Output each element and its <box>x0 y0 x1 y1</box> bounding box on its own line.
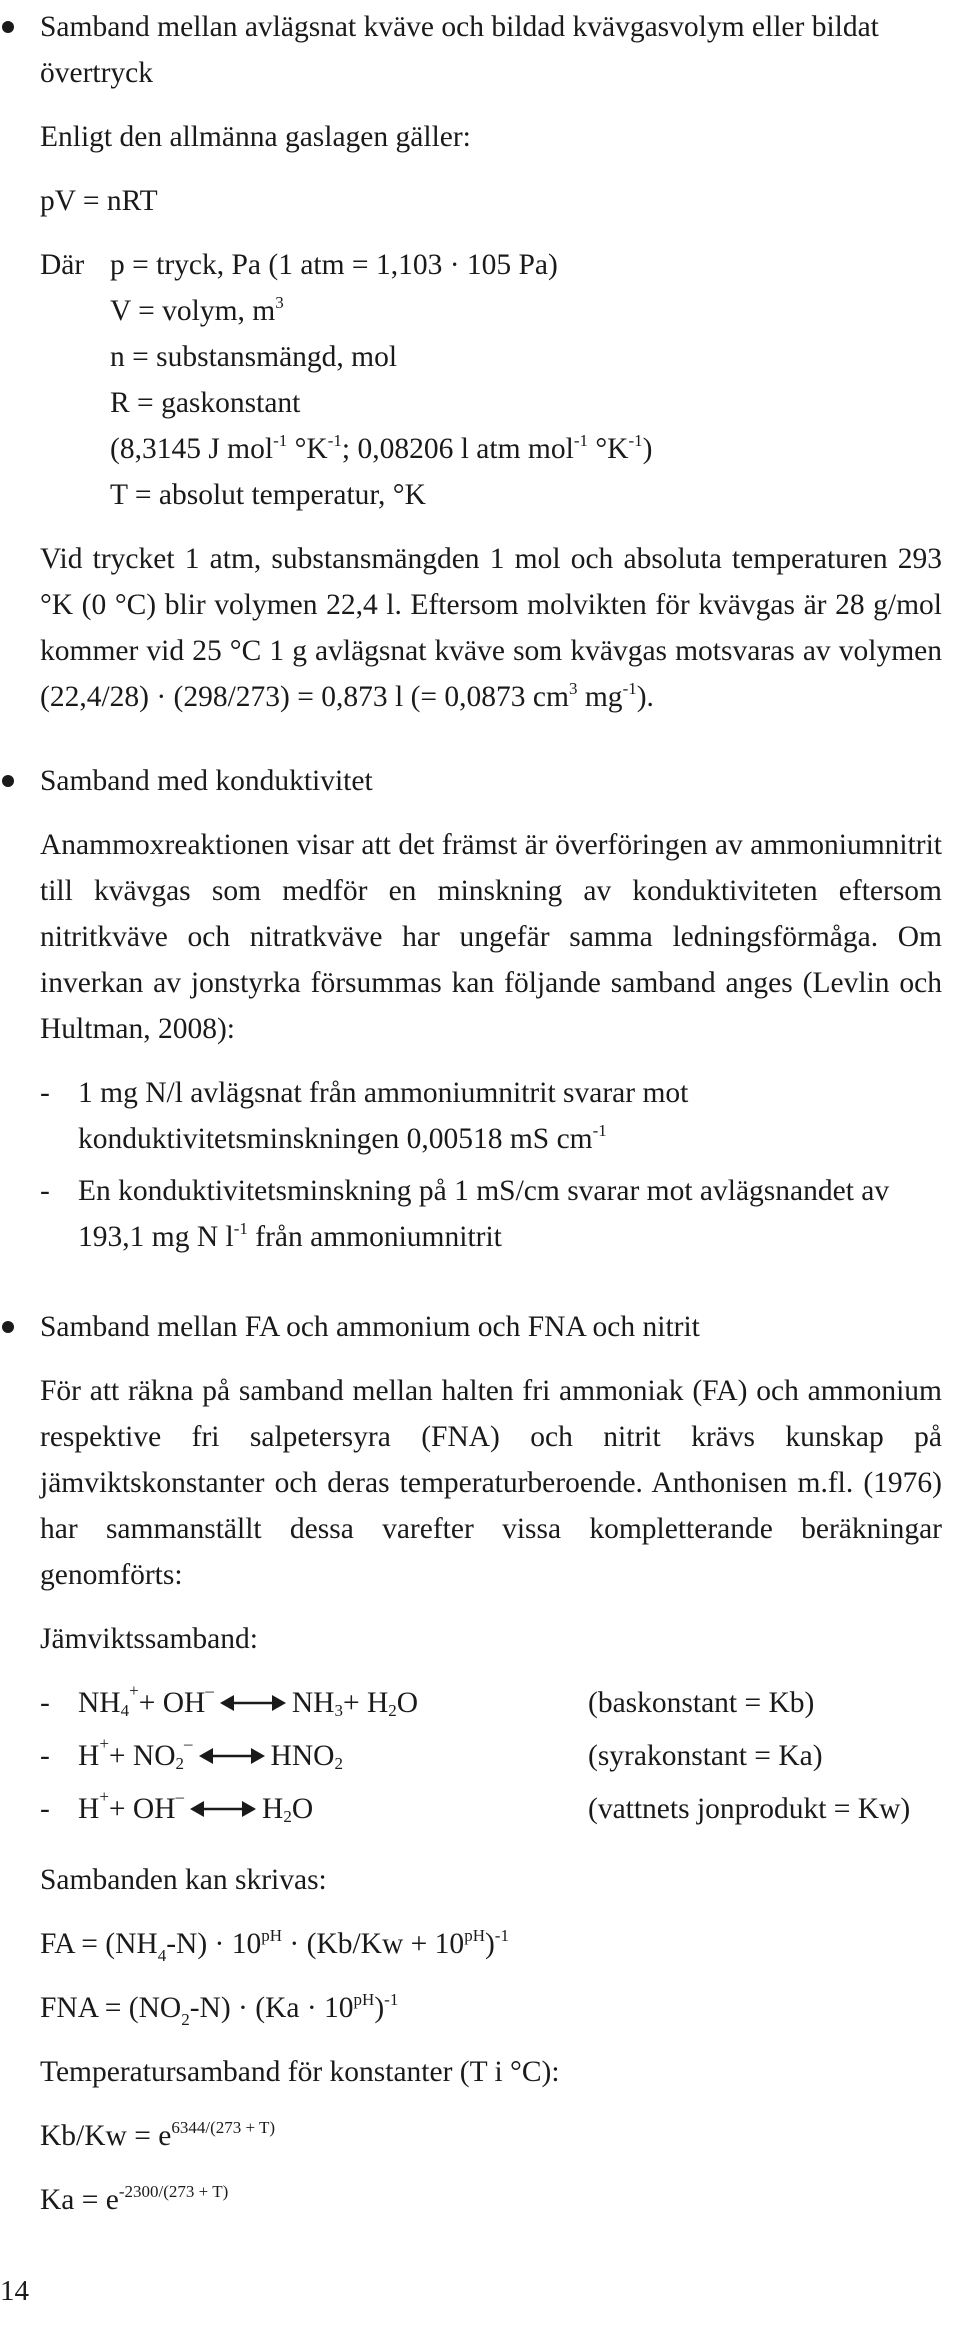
gas-volume-paragraph: Vid trycket 1 atm, substansmängden 1 mol och absoluta temperaturen 293 °K (0 °C) blir volymen 22,4 l. Eftersom molvikten för kvävgas är 28 g/mol kommer vid 25 °C 1 g avlägsnat kväve som kvävgas motsvaras av volymen (22,4/28) · (298/273) = 0,873 l (= 0,0873 $cm^3$ $mg^{-1}$). <box>40 543 942 713</box>
fa-fna-paragraph: För att räkna på samband mellan halten fri ammoniak (FA) och ammonium respektive fri salpetersyra (FNA) och nitrit krävs kunskap på jämviktskonstanter och deras temperaturberoende. Anthonisen m.fl. (1976) har sammanställt dessa varefter vissa kompletterande beräkningar genomförts: <box>40 1375 942 1591</box>
gas-law-formula: pV = nRT <box>40 185 158 217</box>
conductivity-paragraph: Anammoxreaktionen visar att det främst är överföringen av ammoniumnitrit till kvävgas som medför en minskning av konduktiviteten eftersom nitritkväve och nitratkväve har ungefär samma ledningsförmåga. Om inverkan av jonstyrka försummas kan följande samband anges (Levlin och Hultman, 2008): <box>40 829 942 1045</box>
equilibrium-eq-2: - H + + NO $_2$ – HNO $_2$ (syrakonstant = Ka) <box>40 1734 823 1773</box>
gas-law-definitions <box>40 242 942 518</box>
equilibrium-eq-1: - NH $_4$ + + OH – NH $_3$ + H $_2$ O (baskonstant = Kb) <box>40 1681 815 1720</box>
section-heading-gas-volume: Samband mellan avlägsnat kväve och bildad kvävgasvolym eller bildat övertryck <box>40 4 942 96</box>
ka-formula: $Ka = e^{-2300/(273 + T)}$ <box>40 2182 229 2216</box>
def-substance: n = substansmängd, mol <box>110 341 398 373</box>
temperature-title: Temperatursamband för konstanter (T i °C): <box>40 2056 560 2088</box>
gas-law-intro: Enligt den allmänna gaslagen gäller: <box>40 121 471 153</box>
def-gas-constant: R = gaskonstant <box>110 387 301 419</box>
def-pressure: p = tryck, Pa (1 atm = 1,103 · 105 Pa) <box>110 249 558 281</box>
equilibrium-arrow-icon <box>199 1746 265 1766</box>
equilibrium-title: Jämviktssamband: <box>40 1623 258 1655</box>
conductivity-item-1: - 1 mg N/l avlägsnat från ammoniumnitrit svarar mot konduktivitetsminskningen 0,00518 mS $cm^{-1}$ <box>40 1077 689 1155</box>
section-heading-conductivity: Samband med konduktivitet <box>40 758 942 804</box>
kbkw-formula: $Kb/Kw = e^{6344/(273 + T)}$ <box>40 2118 276 2152</box>
equilibrium-arrow-icon <box>190 1799 256 1819</box>
equilibrium-arrow-icon <box>220 1693 286 1713</box>
section-heading-fa-fna: Samband mellan FA och ammonium och FNA och nitrit <box>40 1304 942 1350</box>
def-volume: V = volym, $m^3$ <box>110 293 284 327</box>
def-temperature: T = absolut temperatur, °K <box>110 479 426 511</box>
conductivity-item-2: - En konduktivitetsminskning på 1 mS/cm svarar mot avlägsnandet av 193,1 mg N $l^{-1}$ från ammoniumnitrit <box>40 1175 890 1253</box>
equilibrium-eq-3: - H + + OH – H $_2$ O (vattnets jonprodukt = Kw) <box>40 1787 911 1826</box>
fna-formula: FNA = $(NO_2-N) \cdot (Ka \cdot 10^{pH})^{-1}$ <box>40 1990 399 2029</box>
where-label: Där <box>40 249 85 281</box>
fa-formula: FA = $(NH_4-N) \cdot 10^{pH} \cdot (Kb/Kw + 10^{pH})^{-1}$ <box>40 1926 509 1965</box>
page-number: 14 <box>0 2275 29 2307</box>
def-gas-constant-value: (8,3145 J mol$^{-1}$ $^\circ K^{-1}$; 0,08206 l atm mol$^{-1}$ $^\circ K^{-1}$) <box>110 431 653 465</box>
relations-title: Sambanden kan skrivas: <box>40 1864 327 1896</box>
